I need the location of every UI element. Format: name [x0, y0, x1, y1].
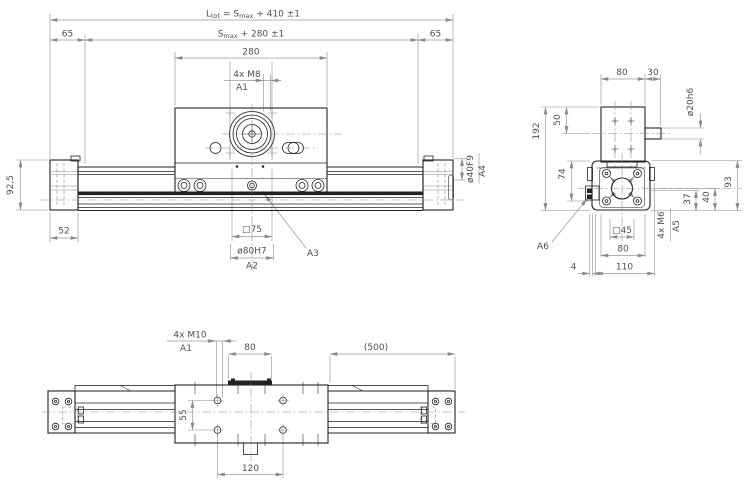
label-4xM6: 4x M6: [657, 211, 667, 239]
dim-65-left: 65: [61, 29, 74, 40]
dim-280: 280: [242, 47, 260, 58]
carriage-tick-marks: [195, 382, 318, 446]
dim-sq75: □75: [242, 225, 262, 235]
dim-80-bottomview: 80: [244, 343, 256, 353]
dim-52: 52: [58, 226, 70, 237]
dim-d40F9: ø40F9: [466, 155, 476, 183]
bottom-geometry: [42, 372, 465, 462]
side-dimension-lines: [546, 79, 738, 274]
dim-500: (500): [363, 343, 389, 353]
dim-110: 110: [615, 262, 634, 273]
label-A1-front: A1: [236, 83, 248, 93]
dim-50: 50: [553, 114, 563, 126]
dim-sq45: □45: [612, 226, 632, 236]
dim-120: 120: [241, 464, 260, 474]
belt-clamp-tab: [244, 443, 258, 455]
dim-4: 4: [570, 262, 577, 273]
dim-smax: Smax + 280 ±1: [217, 29, 285, 40]
dim-80-top: 80: [616, 68, 628, 78]
label-A3: A3: [307, 249, 319, 259]
side-view: [532, 68, 742, 276]
dim-93: 93: [724, 176, 734, 188]
label-A6: A6: [537, 242, 549, 252]
label-4xM8: 4x M8: [233, 70, 261, 80]
dim-74: 74: [558, 168, 568, 180]
dim-30: 30: [647, 68, 659, 78]
dim-37: 37: [683, 193, 693, 205]
flange-screws: [178, 180, 324, 192]
dim-55: 55: [179, 409, 189, 421]
label-A2: A2: [246, 261, 258, 272]
pulley: [230, 112, 275, 157]
label-A1-bottom: A1: [180, 344, 192, 354]
label-A5: A5: [672, 220, 682, 232]
dim-d80H7: ø80H7: [237, 246, 267, 257]
label-A4: A4: [478, 165, 488, 177]
dim-40: 40: [702, 191, 712, 203]
bottom-dimension-lines: [167, 341, 455, 475]
dim-92-5: 92,5: [6, 174, 16, 196]
label-4xM10: 4x M10: [173, 330, 207, 341]
front-view: [6, 10, 488, 272]
dim-192: 192: [532, 122, 542, 140]
dim-d20h6: ø20h6: [686, 87, 696, 117]
bottom-view: [42, 331, 465, 479]
m10-hole-markers: [212, 395, 290, 437]
front-geometry: [40, 104, 464, 270]
dim-ltot: Ltot = Smax + 410 ±1: [205, 9, 301, 20]
dim-80-bottom: 80: [617, 244, 629, 255]
dim-65-right: 65: [429, 29, 442, 40]
front-dimension-lines: [21, 20, 463, 258]
